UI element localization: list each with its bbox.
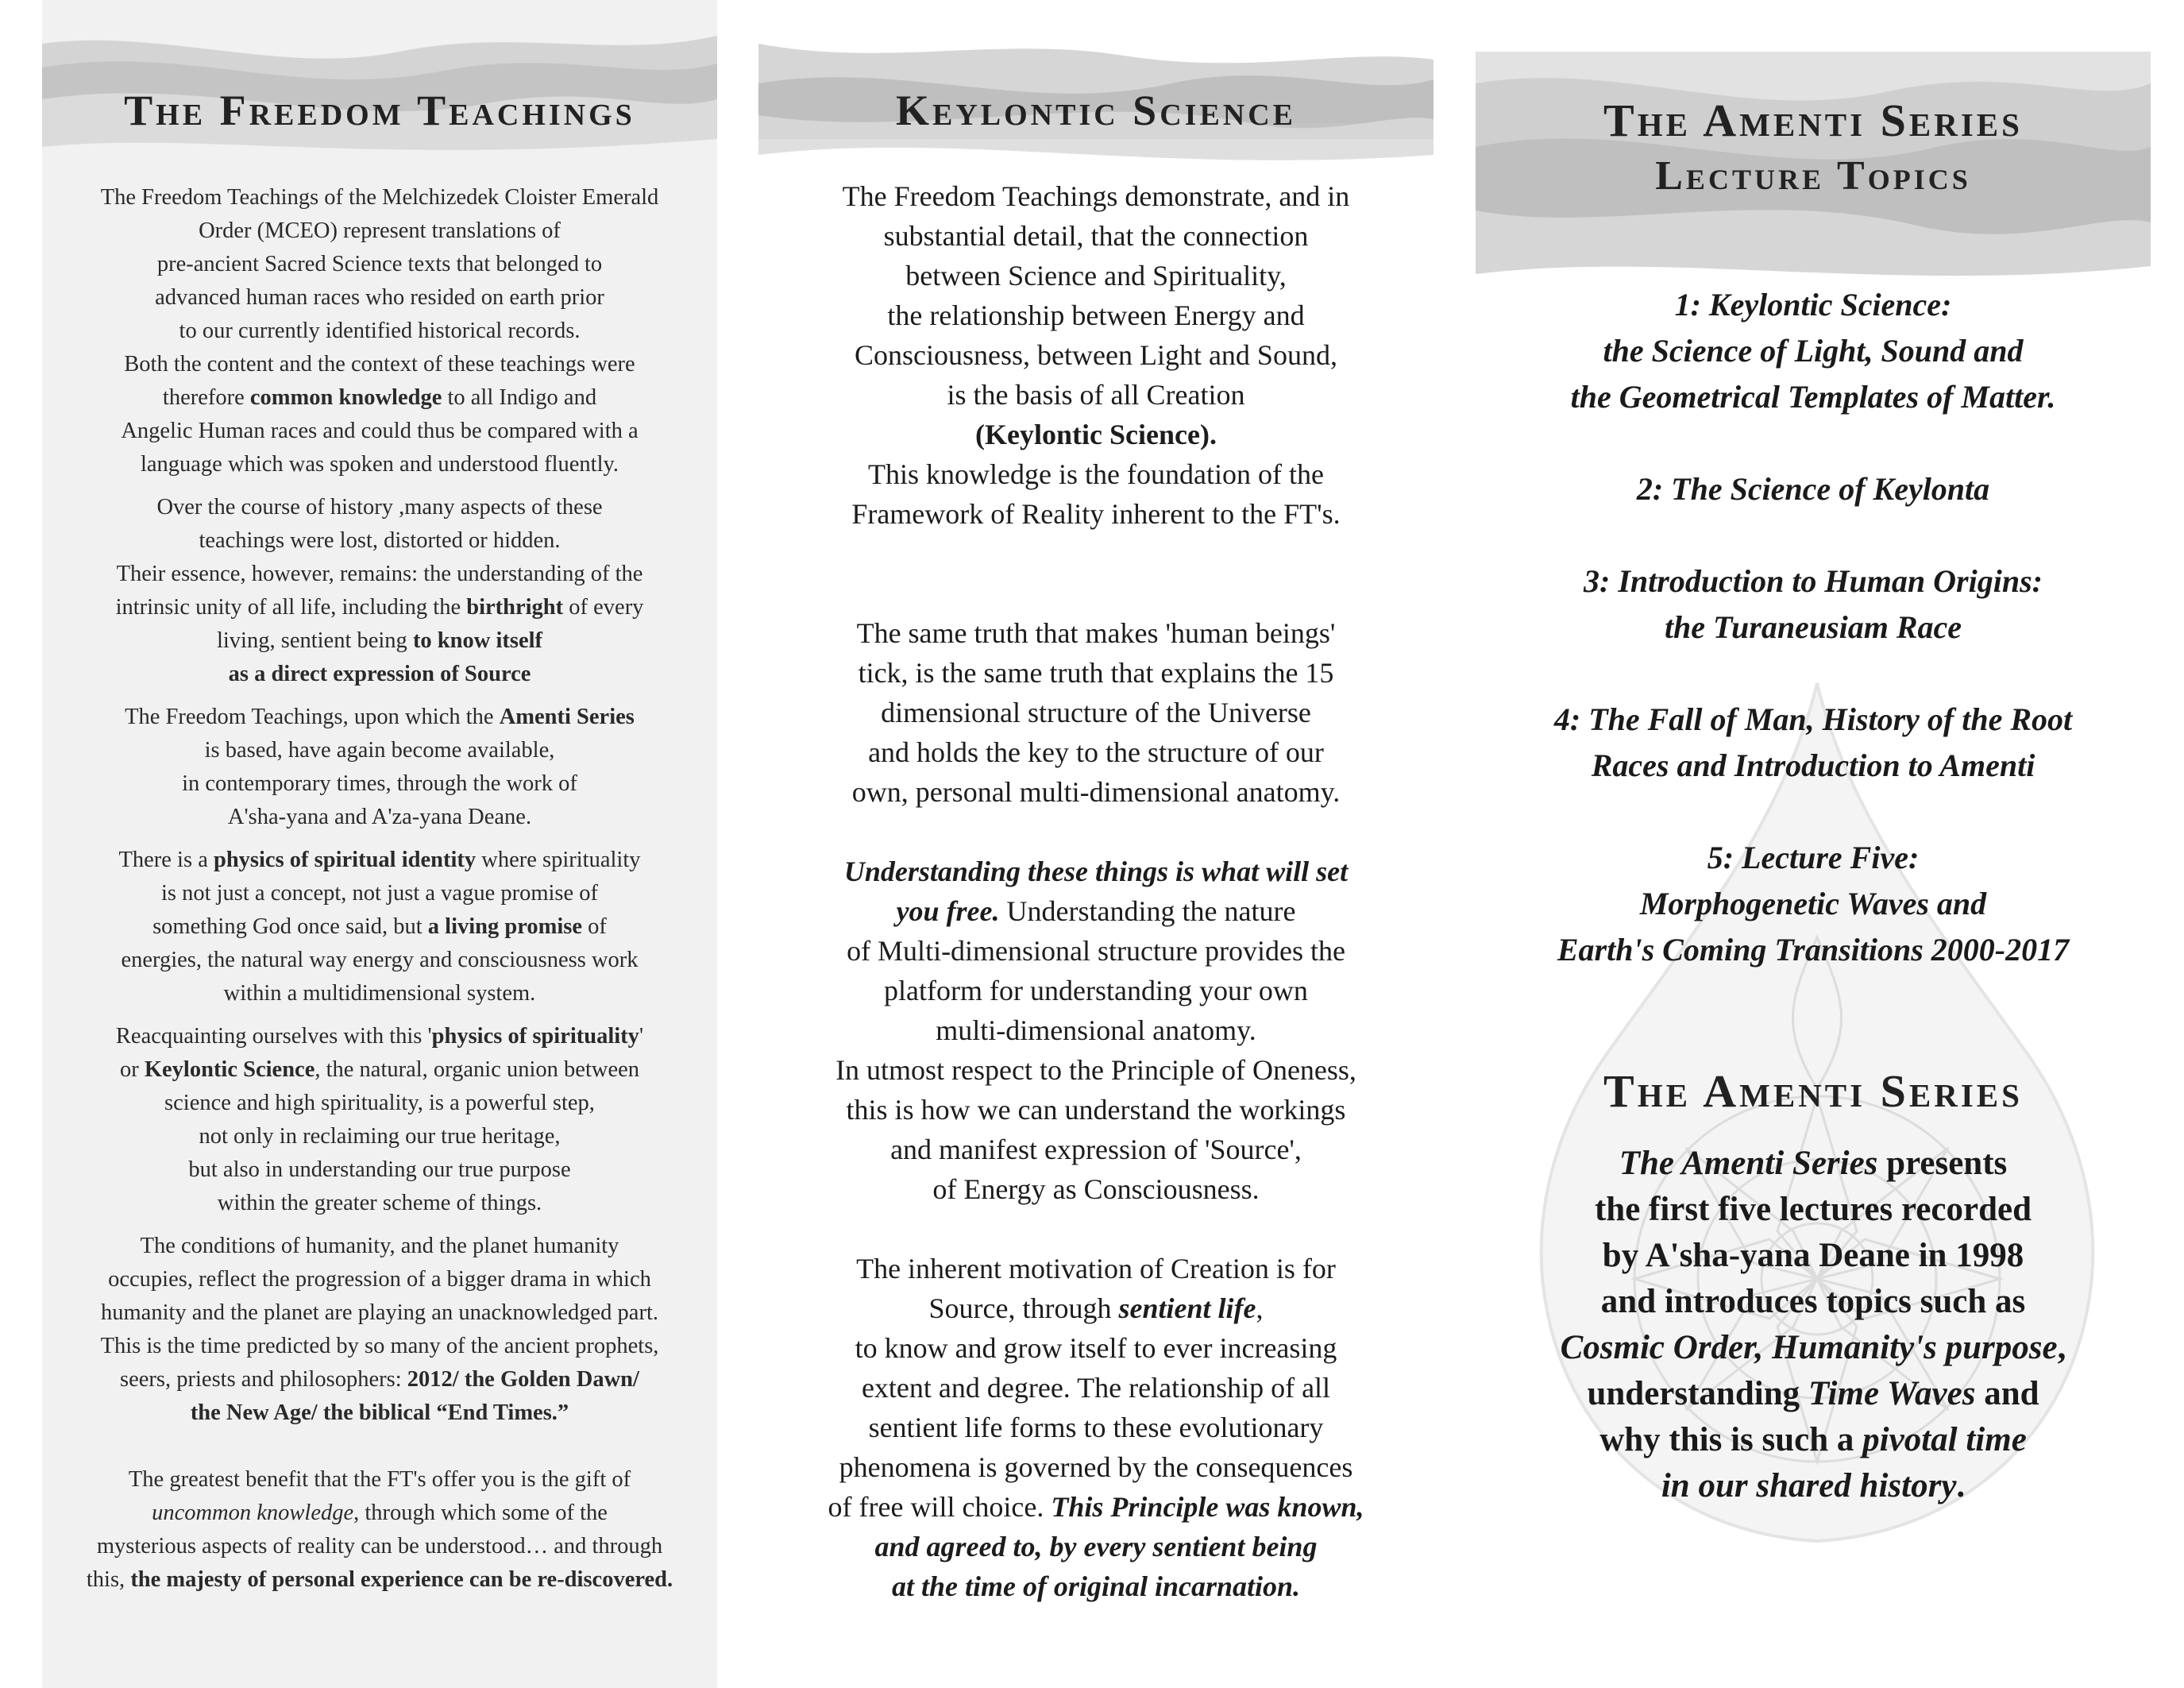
- paragraph: The inherent motivation of Creation is for Source, through sentient life, to know and grow itself to ever increasing extent and degree. The relationship of all sentient life forms to these evolutionary phenomena is governed by the consequences of free will choice. This Principle was known, and agreed to, by every sentient being at the time of original incarnation.: [828, 1253, 1364, 1602]
- series-heading: The Amenti Series: [1603, 1065, 2023, 1117]
- lecture-topics-list: [1476, 282, 2151, 1019]
- panel-title: The Amenti Series: [1603, 95, 2023, 146]
- freedom-teachings-text: [50, 181, 709, 1606]
- panel-freedom-teachings: [42, 0, 717, 1688]
- list-item: 2: The Science of Keylonta: [1636, 471, 1990, 507]
- paragraph: Reacquainting ourselves with this 'physics of spirituality' or Keylontic Science, the natural, organic union between science and high spirituality, is a powerful step, not only in reclaiming our true heritage, but also in understanding our true purpose within the greater scheme of things.: [115, 1024, 644, 1215]
- keylontic-science-text: [758, 176, 1433, 1606]
- paragraph: The conditions of humanity, and the planet humanity occupies, reflect the progression of a bigger drama in which humanity and the planet are playing an unacknowledged part. This is the time predicted by so many of the ancient prophets, seers, priests and philosophers: 2012/ the Golden Dawn/ the New Age/ the biblical “End Times.”: [100, 1234, 659, 1425]
- paragraph: Over the course of history ,many aspects of these teachings were lost, distorted or hidden. Their essence, however, remains: the understanding of the intrinsic unity of all life, including the birthright of every living, sentient being to know itself as a direct expression of Source: [115, 495, 644, 686]
- list-item: 1: Keylontic Science: the Science of Light, Sound and the Geometrical Templates of Matter.: [1570, 287, 2056, 415]
- paragraph: The greatest benefit that the FT's offer you is the gift of uncommon knowledge, through which some of the mysterious aspects of reality can be understood… and through this, the majesty of personal experience can be re-discovered.: [86, 1467, 673, 1592]
- panel-title: Keylontic Science: [895, 87, 1297, 134]
- paragraph: The Freedom Teachings, upon which the Amenti Series is based, have again become available, in contemporary times, through the work of A'sha-yana and A'za-yana Deane.: [125, 705, 635, 829]
- list-item: 3: Introduction to Human Origins: the Turaneusiam Race: [1584, 563, 2043, 645]
- panel-amenti-series: [1476, 0, 2151, 1688]
- panel-keylontic-science: [758, 0, 1433, 1688]
- series-description: The Amenti Series presents the first five lectures recorded by A'sha-yana Deane in 1998 and introduces topics such as Cosmic Order, Humanity's purpose, understanding Time Waves and why this is such a pivotal time in our shared history.: [1560, 1145, 2066, 1505]
- paragraph: The same truth that makes 'human beings' tick, is the same truth that explains the 15 dimensional structure of the Universe and holds the key to the structure of our own, personal multi-dimensional anatomy.: [851, 617, 1341, 808]
- paragraph: The Freedom Teachings demonstrate, and in substantial detail, that the connection between Science and Spirituality, the relationship between Energy and Consciousness, between Light and Sound, is the basis of all Creation (Keylontic Science). This knowledge is the foundation of the Framework of Reality inherent to the FT's.: [842, 180, 1350, 530]
- paragraph: The Freedom Teachings of the Melchizedek Cloister Emerald Order (MCEO) represent translations of pre-ancient Sacred Science texts that belonged to advanced human races who resided on earth prior to our currently identified historical records. Both the content and the context of these teachings were therefore common knowledge to all Indigo and Angelic Human races and could thus be compared with a language which was spoken and understood fluently.: [100, 185, 659, 477]
- paragraph: Understanding these things is what will set you free. Understanding the nature of Multi-dimensional structure provides the platform for understanding your own multi-dimensional anatomy. In utmost respect to the Principle of Oneness, this is how we can understand the workings and manifest expression of 'Source', of Energy as Consciousness.: [835, 856, 1356, 1205]
- paragraph: There is a physics of spiritual identity where spirituality is not just a concept, not just a vague promise of something God once said, but a living promise of energies, the natural way energy and consciousness work within a multidimensional system.: [118, 848, 641, 1006]
- list-item: 5: Lecture Five: Morphogenetic Waves and Earth's Coming Transitions 2000-2017: [1557, 840, 2070, 968]
- panel-subtitle: Lecture Topics: [1655, 153, 1971, 199]
- list-item: 4: The Fall of Man, History of the Root Races and Introduction to Amenti: [1553, 701, 2073, 783]
- panel-title: The Freedom Teachings: [124, 87, 635, 134]
